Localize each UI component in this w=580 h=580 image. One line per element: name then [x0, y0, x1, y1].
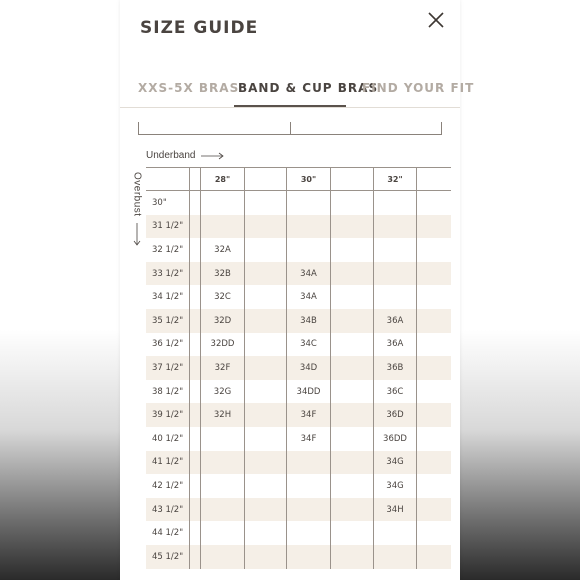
table-cell: 32F: [201, 356, 245, 380]
table-cell: [417, 521, 451, 545]
table-cell: [201, 498, 245, 522]
row-label: 35 1/2": [152, 315, 184, 326]
table-cell: [189, 521, 201, 545]
table-cell: [201, 191, 245, 215]
table-cell: [245, 380, 287, 404]
table-row: [146, 285, 451, 309]
close-icon: [424, 8, 448, 32]
table-cell: [189, 238, 201, 262]
table-cell: [417, 191, 451, 215]
table-row: [146, 403, 451, 427]
table-cell: [245, 333, 287, 357]
table-cell: [189, 285, 201, 309]
table-cell: [417, 262, 451, 286]
table-cell: [331, 380, 374, 404]
table-cell: 34B: [287, 309, 331, 333]
table-cell: [287, 215, 331, 239]
table-cell: [201, 545, 245, 569]
row-label: 37 1/2": [152, 362, 184, 373]
row-label: 41 1/2": [152, 457, 184, 468]
table-cell: [201, 215, 245, 239]
header-cell: [189, 168, 201, 190]
table-cell: [331, 545, 374, 569]
table-cell: [245, 356, 287, 380]
close-button[interactable]: [424, 8, 448, 32]
table-cell: [287, 498, 331, 522]
table-cell: [417, 285, 451, 309]
active-tab-indicator: [234, 105, 346, 107]
table-cell: [331, 262, 374, 286]
table-cell: [287, 451, 331, 475]
table-cell: [287, 474, 331, 498]
underband-axis-label: [146, 150, 225, 161]
section-bracket: [138, 122, 442, 135]
table-cell: [189, 380, 201, 404]
table-cell: [417, 356, 451, 380]
table-cell: [189, 451, 201, 475]
row-label: 42 1/2": [152, 480, 184, 491]
table-row: [146, 521, 451, 545]
table-cell: [201, 521, 245, 545]
tab-band-cup-bras[interactable]: BAND & CUP BRAS: [238, 81, 379, 95]
table-row: [146, 380, 451, 404]
table-cell: 32A: [201, 238, 245, 262]
table-cell: 34H: [374, 498, 417, 522]
table-cell: 36C: [374, 380, 417, 404]
table-cell: 36DD: [374, 427, 417, 451]
row-label: 30": [152, 197, 167, 208]
table-row: [146, 333, 451, 357]
tab-bar: [120, 76, 475, 108]
table-cell: [417, 498, 451, 522]
table-cell: 36B: [374, 356, 417, 380]
table-cell: [189, 191, 201, 215]
table-cell: [189, 215, 201, 239]
table-cell: 36A: [374, 309, 417, 333]
table-cell: [245, 262, 287, 286]
table-cell: [189, 262, 201, 286]
table-cell: [189, 427, 201, 451]
table-cell: [417, 427, 451, 451]
table-cell: [189, 545, 201, 569]
table-header-row: [146, 168, 451, 191]
table-cell: [189, 474, 201, 498]
overbust-axis-label: [130, 172, 144, 247]
table-cell: [287, 238, 331, 262]
overbust-label: Overbust: [131, 172, 143, 217]
size-guide-modal: [120, 0, 475, 580]
table-row: [146, 474, 451, 498]
table-cell: 32B: [201, 262, 245, 286]
table-cell: [331, 285, 374, 309]
table-row: [146, 427, 451, 451]
table-row: [146, 356, 451, 380]
row-label: 31 1/2": [152, 221, 184, 232]
table-cell: [245, 427, 287, 451]
row-label: 39 1/2": [152, 410, 184, 421]
table-cell: [331, 498, 374, 522]
size-table: [146, 167, 451, 569]
table-row: [146, 215, 451, 239]
table-row: [146, 545, 451, 569]
row-label: 40 1/2": [152, 433, 184, 444]
table-cell: 34D: [287, 356, 331, 380]
table-cell: 34G: [374, 474, 417, 498]
table-row: [146, 238, 451, 262]
table-cell: [245, 309, 287, 333]
table-cell: [287, 191, 331, 215]
row-label: 45 1/2": [152, 551, 184, 562]
row-label: 38 1/2": [152, 386, 184, 397]
header-cell: [417, 168, 451, 190]
table-cell: 36D: [374, 403, 417, 427]
table-cell: [417, 309, 451, 333]
table-cell: [245, 545, 287, 569]
table-cell: [331, 474, 374, 498]
table-cell: [374, 191, 417, 215]
table-cell: [201, 427, 245, 451]
table-row: [146, 262, 451, 286]
table-cell: [245, 215, 287, 239]
table-cell: [374, 521, 417, 545]
table-cell: [245, 474, 287, 498]
table-cell: [331, 309, 374, 333]
table-cell: [417, 333, 451, 357]
table-cell: [417, 451, 451, 475]
table-cell: [331, 451, 374, 475]
table-row: [146, 309, 451, 333]
table-cell: [245, 403, 287, 427]
table-cell: [374, 238, 417, 262]
header-cell: [331, 168, 374, 190]
underband-label: Underband: [146, 150, 196, 161]
table-cell: [189, 403, 201, 427]
row-label: 34 1/2": [152, 292, 184, 303]
table-cell: 34DD: [287, 380, 331, 404]
modal-title: SIZE GUIDE: [140, 18, 259, 38]
table-cell: [374, 215, 417, 239]
table-cell: [189, 498, 201, 522]
table-cell: 32D: [201, 309, 245, 333]
row-label: 33 1/2": [152, 268, 184, 279]
table-cell: [417, 238, 451, 262]
table-cell: 32G: [201, 380, 245, 404]
table-cell: 36A: [374, 333, 417, 357]
table-cell: 34C: [287, 333, 331, 357]
table-cell: [417, 474, 451, 498]
row-label: 32 1/2": [152, 244, 184, 255]
table-cell: [331, 238, 374, 262]
table-cell: 32H: [201, 403, 245, 427]
table-cell: [331, 215, 374, 239]
tab-xxs-5x-bras[interactable]: XXS-5X BRAS: [138, 81, 240, 95]
table-cell: [245, 191, 287, 215]
table-cell: [245, 521, 287, 545]
header-cell-32: 32": [374, 168, 417, 190]
header-cell: [146, 168, 189, 190]
table-cell: [331, 403, 374, 427]
table-cell: [245, 285, 287, 309]
table-cell: [417, 545, 451, 569]
table-cell: [374, 545, 417, 569]
table-cell: [189, 356, 201, 380]
header-cell-28: 28": [201, 168, 245, 190]
table-cell: [287, 521, 331, 545]
table-cell: [374, 262, 417, 286]
tab-find-your-fit[interactable]: FIND YOUR FIT: [362, 81, 475, 95]
table-cell: [417, 403, 451, 427]
table-cell: 34A: [287, 262, 331, 286]
row-label: 44 1/2": [152, 528, 184, 539]
table-cell: [417, 215, 451, 239]
table-cell: [189, 309, 201, 333]
row-label: 43 1/2": [152, 504, 184, 515]
arrow-right-icon: [201, 152, 225, 160]
table-cell: [245, 238, 287, 262]
table-cell: [374, 285, 417, 309]
header-cell-30: 30": [287, 168, 331, 190]
table-cell: [245, 451, 287, 475]
row-label: 36 1/2": [152, 339, 184, 350]
table-cell: [331, 356, 374, 380]
table-cell: [189, 333, 201, 357]
table-cell: 34F: [287, 427, 331, 451]
table-cell: [245, 498, 287, 522]
table-cell: [201, 451, 245, 475]
table-row: [146, 498, 451, 522]
table-cell: [331, 521, 374, 545]
header-cell: [245, 168, 287, 190]
table-cell: [331, 427, 374, 451]
table-cell: 32C: [201, 285, 245, 309]
table-row: [146, 191, 451, 215]
table-row: [146, 451, 451, 475]
table-cell: [331, 333, 374, 357]
table-cell: 34G: [374, 451, 417, 475]
bracket-divider: [290, 122, 291, 134]
table-cell: [201, 474, 245, 498]
table-cell: 32DD: [201, 333, 245, 357]
table-cell: [331, 191, 374, 215]
arrow-down-icon: [133, 223, 141, 247]
table-cell: 34A: [287, 285, 331, 309]
table-cell: [287, 545, 331, 569]
table-cell: 34F: [287, 403, 331, 427]
table-cell: [417, 380, 451, 404]
